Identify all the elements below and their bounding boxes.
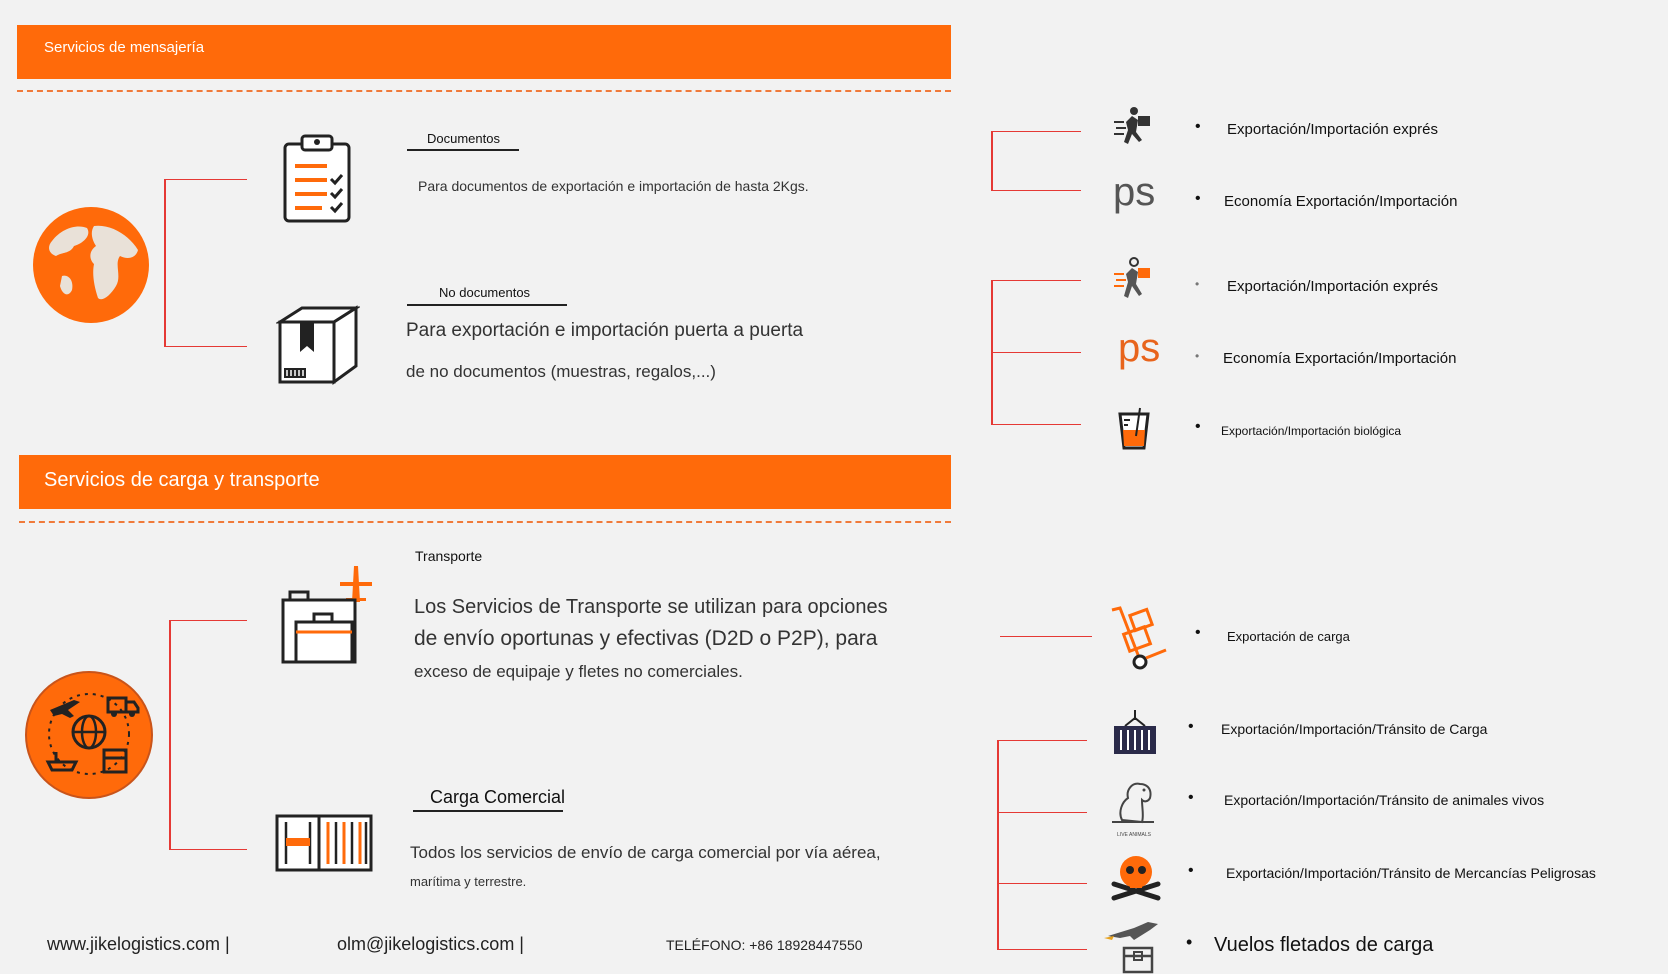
divider [17,90,951,92]
divider [19,521,951,523]
connector-line [991,190,1081,191]
bullet: • [1188,862,1194,879]
container-crane-icon [1110,710,1160,756]
commercial-description-line1: Todos los servicios de envío de carga comercial por vía aérea, [410,843,881,862]
transport-description-line3: exceso de equipaje y fletes no comerciales. [414,662,743,681]
courier-services-title: Servicios de mensajería [44,39,205,56]
service-item: Exportación/Importación exprés [1227,278,1438,295]
transport-label: Transporte [415,548,483,564]
connector-bracket [169,620,171,850]
service-item: Exportación/Importación/Tránsito de animales vivos [1224,792,1545,808]
connector-bracket [164,179,166,347]
documents-label: Documentos [427,131,500,146]
ps-text-icon: ps [1113,170,1156,214]
shipping-container-icon [274,808,374,874]
live-animals-caption: LIVE ANIMALS [1117,832,1151,838]
bullet: • [1195,118,1201,135]
ps-text-orange-icon: ps [1118,326,1161,370]
courier-services-banner [17,25,951,79]
service-item: Economía Exportación/Importación [1223,350,1457,367]
connector-line [997,883,1087,884]
label-underline [413,810,563,812]
connector-line [991,131,1081,132]
courier-runner-icon [1112,106,1154,150]
non-documents-label: No documentos [439,285,531,300]
service-item: Exportación/Importación biológica [1221,424,1402,438]
freight-services-banner [19,455,951,509]
bullet: • [1188,789,1194,806]
connector-line [997,949,1087,950]
freight-services-title: Servicios de carga y transporte [44,469,320,491]
luggage-plane-icon [280,560,376,666]
footer-phone: TELÉFONO: +86 18928447550 [666,937,863,953]
transport-description-line1: Los Servicios de Transporte se utilizan para opciones [414,596,888,618]
clipboard-checklist-icon [282,132,352,224]
beaker-icon [1114,406,1154,452]
label-underline [407,149,519,151]
service-item: Exportación de carga [1227,629,1350,644]
connector-line [991,280,1081,281]
service-item: Exportación/Importación/Tránsito de Mercancías Peligrosas [1226,865,1596,881]
connector-line [1000,636,1092,637]
connector-line [997,740,1087,741]
bullet: • [1188,718,1194,735]
transport-description-line2: de envío oportunas y efectivas (D2D o P2P), para [414,627,878,650]
bullet: • [1195,277,1200,291]
bullet: • [1186,932,1193,952]
non-documents-description-line2: de no documentos (muestras, regalos,...) [406,362,716,381]
label-underline [407,304,567,306]
package-box-icon [276,304,360,386]
service-item: Exportación/Importación/Tránsito de Carga [1221,721,1488,737]
bullet: • [1195,190,1201,207]
commercial-description-line2: marítima y terrestre. [410,874,527,889]
hand-truck-icon [1110,604,1170,670]
commercial-cargo-label: Carga Comercial [430,787,566,807]
connector-line [169,620,247,621]
service-item: Vuelos fletados de carga [1214,934,1434,956]
connector-line [164,346,247,347]
dog-icon [1108,776,1160,840]
bullet: • [1195,624,1201,641]
bullet: • [1195,349,1200,363]
plane-box-icon [1104,912,1164,974]
global-logistics-icon [24,670,154,800]
connector-line [991,424,1081,425]
connector-line [997,812,1087,813]
footer-email[interactable]: olm@jikelogistics.com | [337,934,524,954]
non-documents-description-line1: Para exportación e importación puerta a puerta [406,320,804,341]
connector-bracket [997,740,999,950]
footer-website[interactable]: www.jikelogistics.com | [47,934,230,954]
connector-line [169,849,247,850]
service-item: Economía Exportación/Importación [1224,193,1458,210]
documents-description: Para documentos de exportación e importación de hasta 2Kgs. [418,178,809,194]
connector-line [991,352,1081,353]
courier-runner-orange-icon [1112,256,1154,304]
globe-icon [32,206,150,324]
skull-crossbones-icon [1108,852,1164,902]
connector-bracket [991,131,993,191]
service-item: Exportación/Importación exprés [1227,121,1438,138]
bullet: • [1195,418,1201,435]
connector-line [164,179,247,180]
